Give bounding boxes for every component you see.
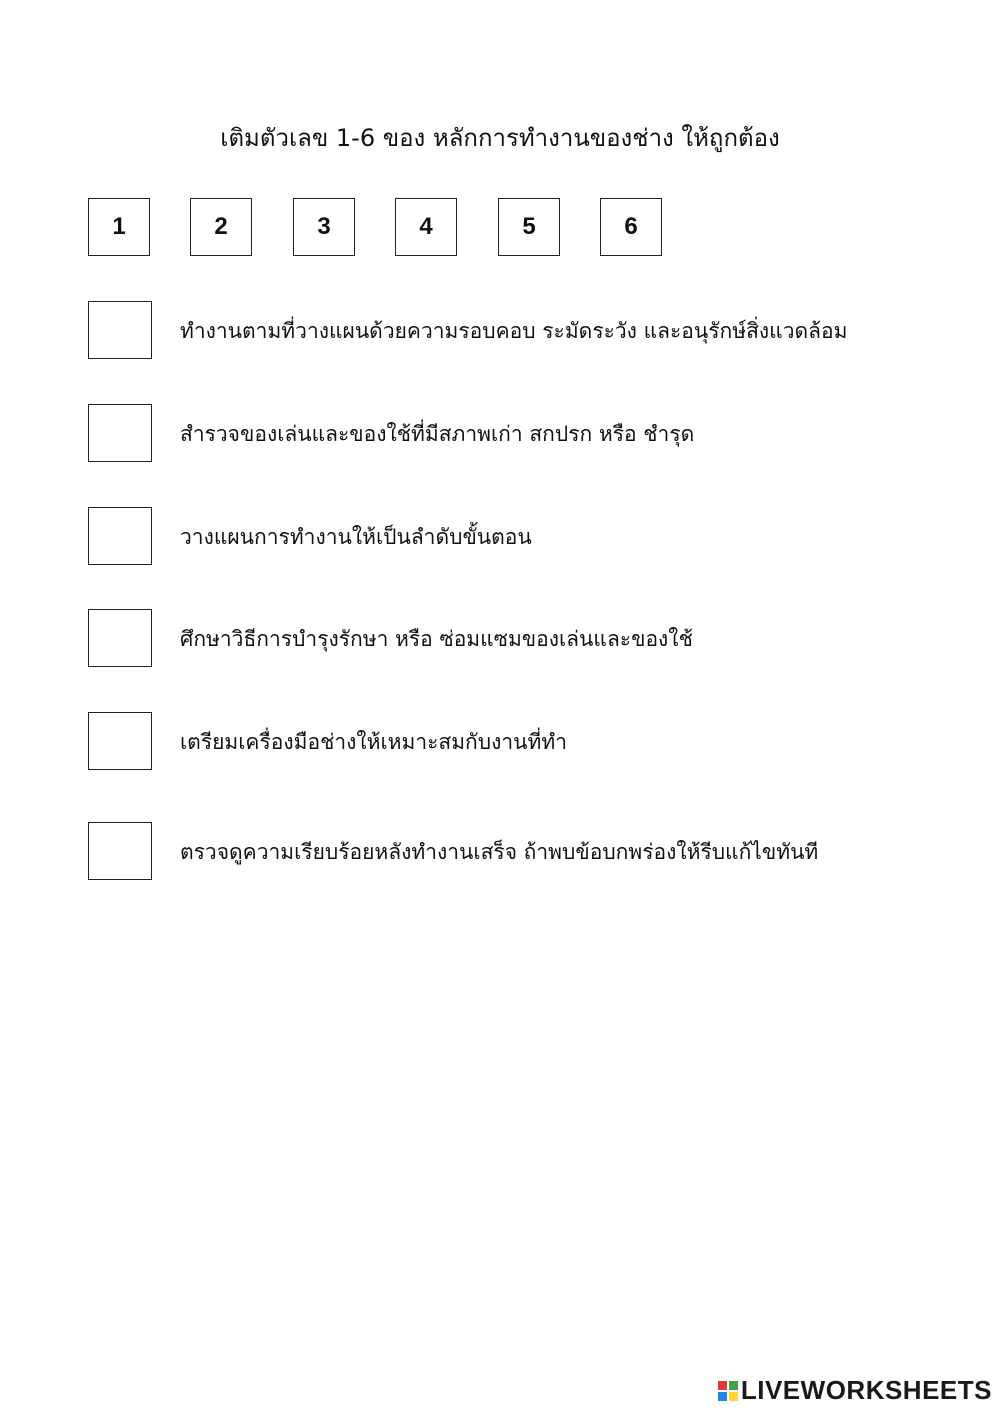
number-tile-5[interactable]: 5 (498, 198, 560, 256)
logo-square-green (729, 1381, 738, 1390)
answer-box[interactable] (88, 404, 152, 462)
list-item (88, 609, 968, 669)
number-tile-3[interactable]: 3 (293, 198, 355, 256)
list-item (88, 822, 968, 882)
number-tile-4[interactable]: 4 (395, 198, 457, 256)
number-tile-6[interactable]: 6 (600, 198, 662, 256)
answer-box[interactable] (88, 822, 152, 880)
liveworksheets-logo-icon (718, 1381, 738, 1401)
logo-square-red (718, 1381, 727, 1390)
item-text: ทำงานตามที่วางแผนด้วยความรอบคอบ ระมัดระวัง และอนุรักษ์สิ่งแวดล้อม (180, 319, 848, 343)
brand-name: LIVEWORKSHEETS (740, 1375, 992, 1405)
item-text: ศึกษาวิธีการบำรุงรักษา หรือ ซ่อมแซมของเล่นและของใช้ (180, 627, 693, 651)
item-text: สำรวจของเล่นและของใช้ที่มีสภาพเก่า สกปรก หรือ ชำรุด (180, 422, 695, 446)
answer-box[interactable] (88, 712, 152, 770)
logo-square-yellow (729, 1392, 738, 1401)
list-item (88, 301, 968, 361)
answer-box[interactable] (88, 609, 152, 667)
item-text: ตรวจดูความเรียบร้อยหลังทำงานเสร็จ ถ้าพบข้อบกพร่องให้รีบแก้ไขทันที (180, 840, 819, 864)
list-item (88, 507, 968, 567)
liveworksheets-watermark (718, 1375, 992, 1406)
answer-box[interactable] (88, 507, 152, 565)
item-text: วางแผนการทำงานให้เป็นลำดับขั้นตอน (180, 525, 532, 549)
answer-box[interactable] (88, 301, 152, 359)
list-item (88, 404, 968, 464)
worksheet-title: เติมตัวเลข 1-6 ของ หลักการทำงานของช่าง ให้ถูกต้อง (220, 124, 780, 152)
item-text: เตรียมเครื่องมือช่างให้เหมาะสมกับงานที่ทำ (180, 730, 567, 754)
logo-square-blue (718, 1392, 727, 1401)
number-tile-1[interactable]: 1 (88, 198, 150, 256)
list-item (88, 712, 968, 772)
number-tile-2[interactable]: 2 (190, 198, 252, 256)
